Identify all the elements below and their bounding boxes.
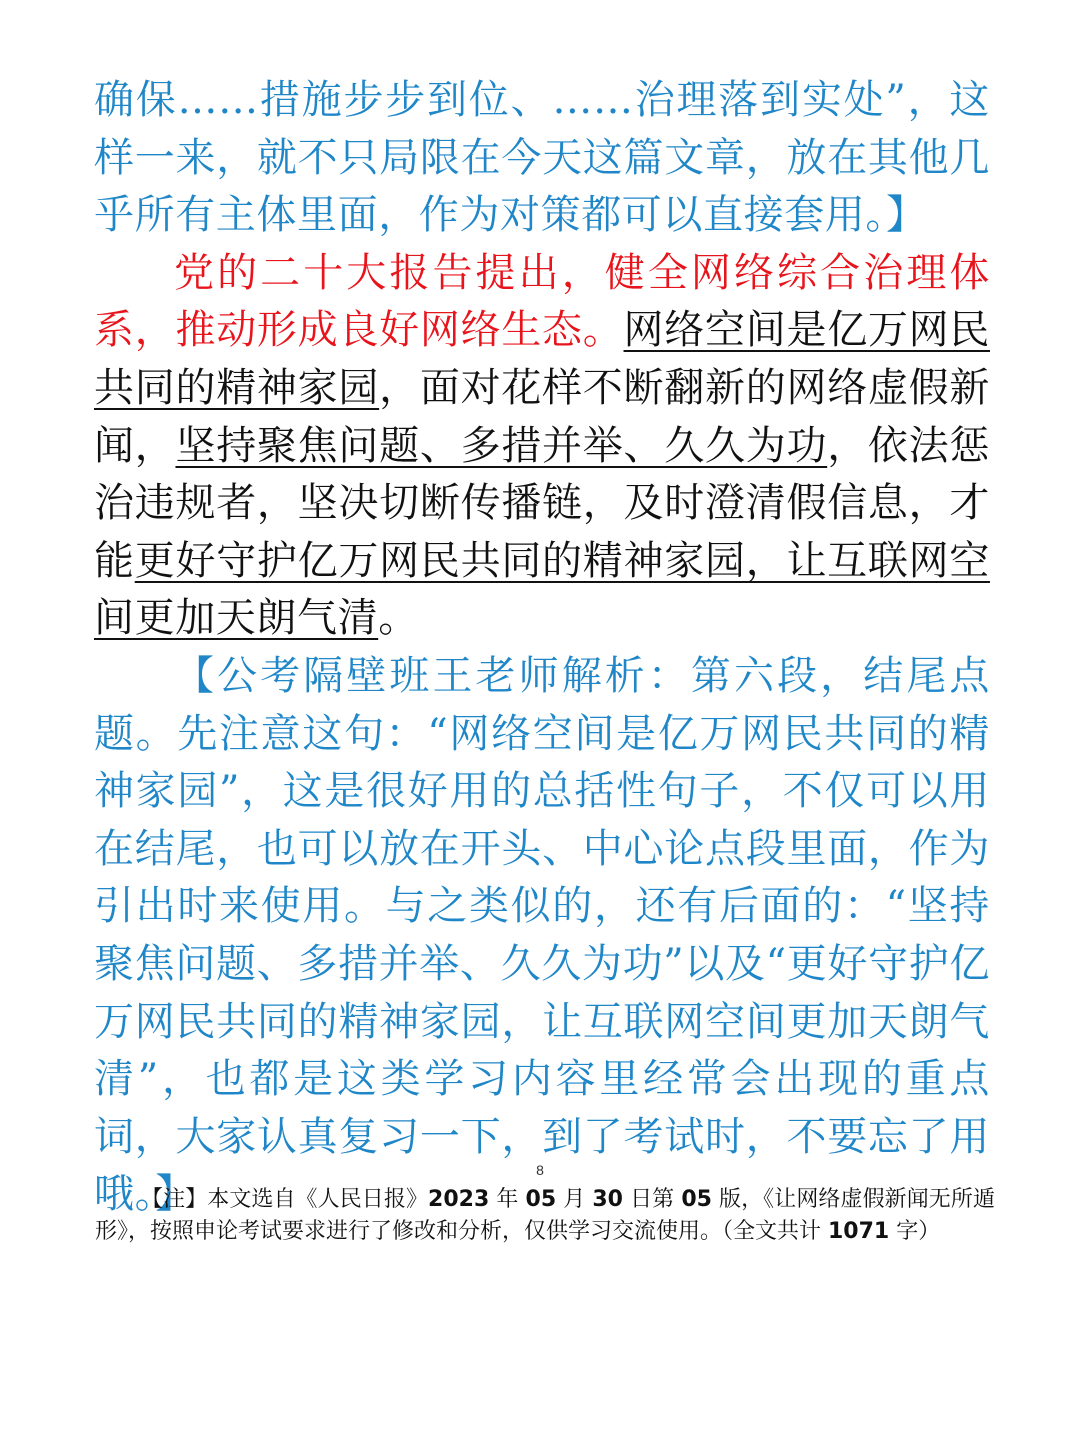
article-body xyxy=(94,72,990,1224)
underlined-phrase-spiritual-home: 网络空间是亿万网民共同的精神家园 xyxy=(94,307,990,411)
footnote-month: 05 xyxy=(525,1187,557,1212)
article-paragraph-six xyxy=(94,245,990,648)
footnote-year: 2023 xyxy=(428,1187,490,1212)
page-number: 8 xyxy=(536,1162,544,1178)
commentary-paragraph-continued: 确保……措施步步到位、……治理落到实处”，这样一来，就不只局限在今天这篇文章，放在其他几乎所有主体里面，作为对策都可以直接套用。】 xyxy=(94,77,990,239)
commentary-paragraph: 【公考隔壁班王老师解析：第六段，结尾点题。先注意这句：“网络空间是亿万网民共同的精神家园”，这是很好用的总括性句子，不仅可以用在结尾，也可以放在开头、中心论点段里面，作为引出时来使用。与之类似的，还有后面的：“坚持聚焦问题、多措并举、久久为功”以及“更好守护亿万网民共同的精神家园，让互联网空间更加天朗气清”，也都是这类学习内容里经常会出现的重点词，大家认真复习一下，到了考试时，不要忘了用哦。】 xyxy=(94,652,990,1218)
source-footnote xyxy=(95,1184,995,1248)
footnote-text: 字） xyxy=(889,1219,941,1244)
body-text-segment: ，面对花样不断翻新的网络虚假新闻， xyxy=(94,364,991,469)
highlight-sentence: 党的二十大报告提出，健全网络综合治理体系，推动形成良好网络生态。 xyxy=(94,249,990,354)
footnote-text: 版，《让网络虚假新闻无所遁形》，按照申论考试要求进行了修改和分析，仅供学习交流使用。（全文共计 xyxy=(95,1187,995,1244)
footnote-prefix: 【注】本文选自《人民日报》 xyxy=(141,1187,429,1212)
body-text-segment: 。 xyxy=(378,595,419,642)
underlined-phrase-clean-cyberspace: 更好守护亿万网民共同的精神家园，让互联网空间更加天朗气清 xyxy=(94,537,990,642)
underlined-phrase-measures: 坚持聚焦问题、多措并举、久久为功 xyxy=(175,422,828,469)
footnote-text: 年 xyxy=(489,1187,526,1212)
footnote-edition: 05 xyxy=(681,1187,712,1212)
footnote-day: 30 xyxy=(592,1187,623,1212)
footnote-text: 日第 xyxy=(623,1187,682,1212)
body-text-segment: ，依法惩治违规者，坚决切断传播链，及时澄清假信息，才能 xyxy=(94,422,990,584)
footnote-text: 月 xyxy=(556,1187,593,1212)
footnote-word-count: 1071 xyxy=(828,1219,890,1244)
